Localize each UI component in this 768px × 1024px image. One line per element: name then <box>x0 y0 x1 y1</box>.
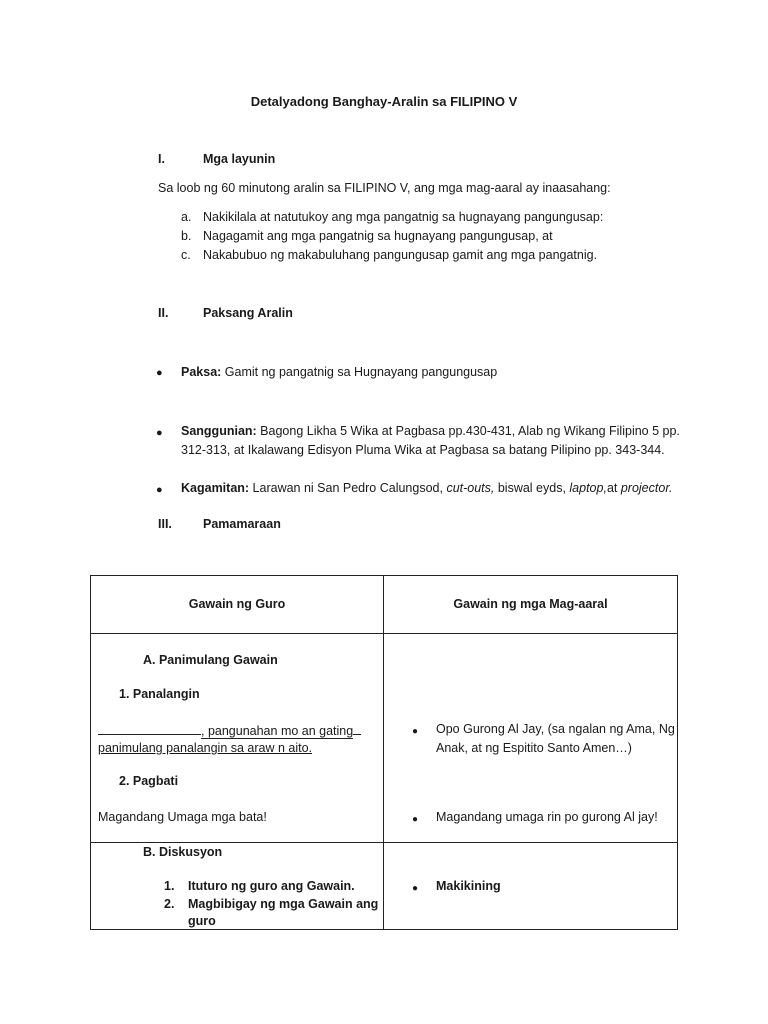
objective-letter: b. <box>181 229 192 243</box>
paksa-label: Paksa: <box>181 365 222 379</box>
student-response-prayer: Opo Gurong Al Jay, (sa ngalan ng Ama, Ng <box>436 722 675 736</box>
prayer-instruction-line-2: panimulang panalangin sa araw n aito. <box>98 741 313 755</box>
kagamitan-italic: projector. <box>620 481 673 495</box>
blank-line <box>353 722 361 735</box>
prayer-text: , pangunahan mo an gating <box>201 724 354 738</box>
section-1-intro: Sa loob ng 60 minutong aralin sa FILIPINO V, ang mga mag-aaral ay inaasahang: <box>158 181 611 195</box>
bullet-icon: ● <box>412 726 419 737</box>
kagamitan-text: biswal eyds, <box>494 481 570 495</box>
section-1-heading: Mga layunin <box>203 152 276 166</box>
kagamitan-line <box>181 479 673 498</box>
objective-letter: a. <box>181 210 192 224</box>
magaaral-cell-diskusyon <box>384 843 678 930</box>
b2-number: 2. <box>164 897 175 911</box>
column-header-magaaral: Gawain ng mga Mag-aaral <box>384 576 678 634</box>
part-b-heading: B. Diskusyon <box>143 845 223 859</box>
prayer-instruction-line-1 <box>98 722 361 739</box>
bullet-icon: ● <box>156 484 163 496</box>
b2-text-2: guro <box>188 914 216 928</box>
sanggunian-line-2: 312-313, at Ikalawang Edisyon Pluma Wika at Pagbasa sa batang Pilipino pp. 343-344. <box>181 443 665 457</box>
sanggunian-text: Bagong Likha 5 Wika at Pagbasa pp.430-431, Alab ng Wikang Filipino 5 pp. <box>256 424 680 438</box>
kagamitan-text: at <box>606 481 621 495</box>
guro-cell-diskusyon <box>91 843 384 930</box>
sanggunian-line <box>181 422 680 441</box>
student-response-greeting: Magandang umaga rin po gurong Al jay! <box>436 810 658 824</box>
item-pagbati: 2. Pagbati <box>119 774 179 788</box>
magaaral-cell-panimula <box>384 634 678 843</box>
kagamitan-italic: cut-outs, <box>446 481 495 495</box>
section-1-numeral: I. <box>158 152 165 166</box>
section-3-heading: Pamamaraan <box>203 517 281 531</box>
item-panalangin: 1. Panalangin <box>119 687 200 701</box>
student-response-listen: Makikining <box>436 879 501 893</box>
objective-text: Nagagamit ang mga pangatnig sa hugnayang pangungusap, at <box>203 229 553 243</box>
paksa-line <box>181 363 497 382</box>
lesson-procedure-table <box>90 575 678 930</box>
kagamitan-text: Larawan ni San Pedro Calungsod, <box>249 481 447 495</box>
bullet-icon: ● <box>412 883 419 894</box>
objective-letter: c. <box>181 248 191 262</box>
document-title: Detalyadong Banghay-Aralin sa FILIPINO V <box>250 94 518 109</box>
b1-number: 1. <box>164 879 175 893</box>
teacher-greeting: Magandang Umaga mga bata! <box>98 810 267 824</box>
part-a-heading: A. Panimulang Gawain <box>143 653 278 667</box>
table-row <box>91 843 678 930</box>
bullet-icon: ● <box>156 367 163 379</box>
blank-line <box>98 722 201 735</box>
bullet-icon: ● <box>412 814 419 825</box>
guro-cell-panimula <box>91 634 384 843</box>
student-response-prayer-2: Anak, at ng Espitito Santo Amen…) <box>436 741 632 755</box>
table-header-row <box>91 576 678 634</box>
kagamitan-label: Kagamitan: <box>181 481 250 495</box>
bullet-icon: ● <box>156 427 163 439</box>
table-row <box>91 634 678 843</box>
b2-text: Magbibigay ng mga Gawain ang <box>188 897 379 911</box>
objective-text: Nakabubuo ng makabuluhang pangungusap gamit ang mga pangatnig. <box>203 248 598 262</box>
objective-text: Nakikilala at natutukoy ang mga pangatnig sa hugnayang pangungusap: <box>203 210 604 224</box>
section-3-numeral: III. <box>158 517 172 531</box>
kagamitan-italic: laptop, <box>569 481 607 495</box>
section-2-heading: Paksang Aralin <box>203 306 293 320</box>
b1-text: Ituturo ng guro ang Gawain. <box>188 879 355 893</box>
paksa-text: Gamit ng pangatnig sa Hugnayang pangungusap <box>221 365 498 379</box>
sanggunian-label: Sanggunian: <box>181 424 257 438</box>
column-header-guro: Gawain ng Guro <box>91 576 384 634</box>
section-2-numeral: II. <box>158 306 169 320</box>
